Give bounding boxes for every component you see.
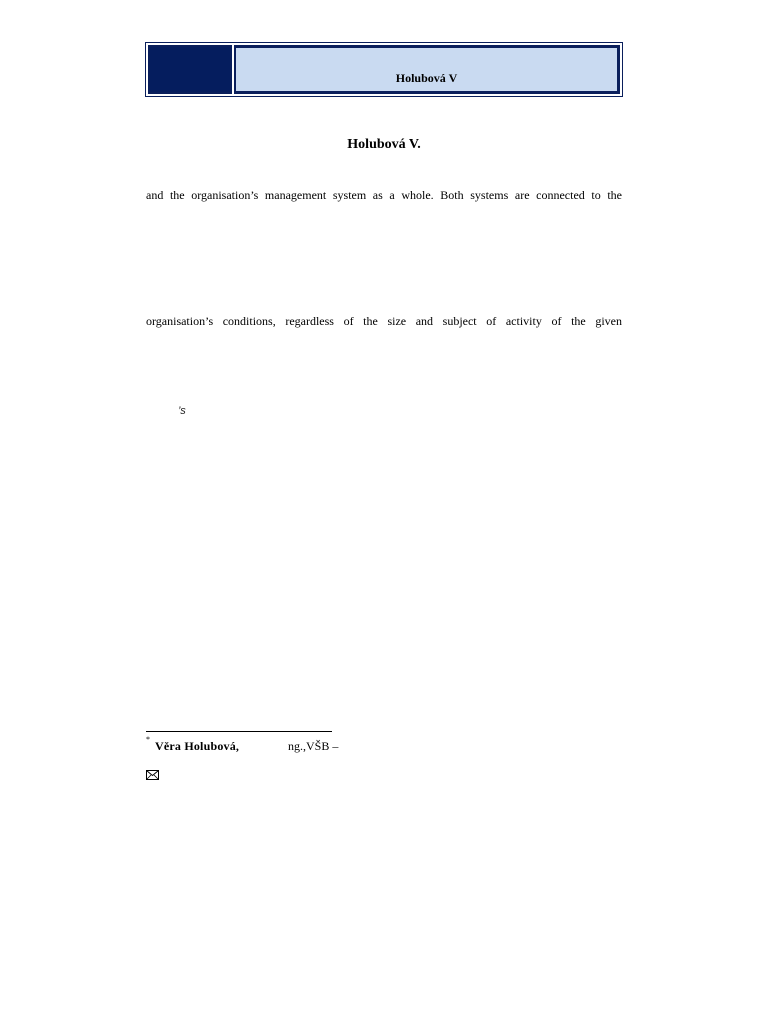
header-dark-block — [150, 47, 230, 92]
author-heading: Holubová V. — [347, 137, 421, 152]
body-text-line: and the organisation’s management system as a whole. Both systems are connected to the — [146, 188, 622, 202]
footnote-separator — [146, 731, 332, 732]
header-divider — [232, 45, 234, 94]
header-frame — [148, 45, 620, 94]
footnote-affiliation: ng.,VŠB – — [288, 739, 339, 753]
text-fragment: ’s — [178, 405, 186, 417]
running-title: Holubová V — [395, 71, 458, 85]
body-text-line: organisation’s conditions, regardless of the size and subject of activity of the given — [146, 314, 622, 328]
footnote-author-name: Věra Holubová, — [155, 739, 240, 753]
header-title-panel — [236, 48, 617, 91]
footnote-marker: * — [146, 735, 150, 744]
envelope-icon — [146, 770, 159, 780]
running-header — [145, 42, 623, 97]
